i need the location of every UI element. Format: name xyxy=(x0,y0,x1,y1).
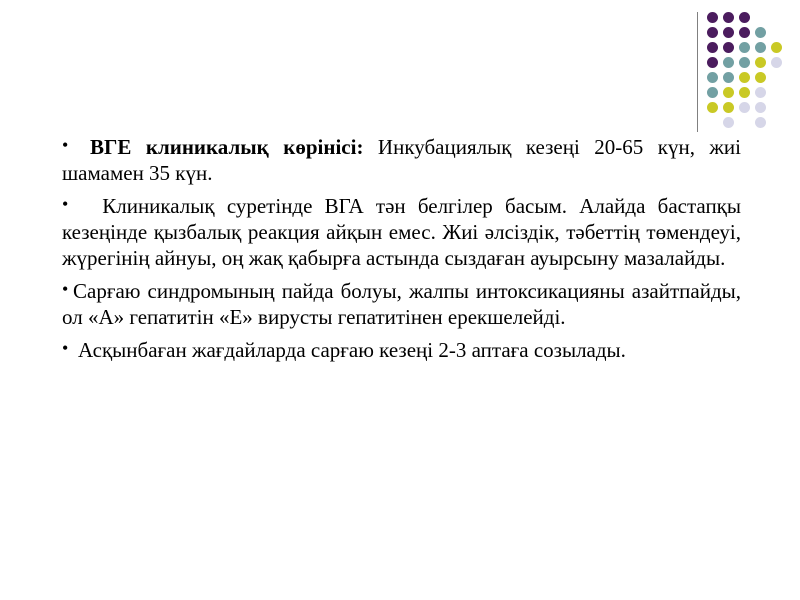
paragraph-heading: ВГЕ клиникалық көрінісі: xyxy=(90,135,364,159)
decorative-dot xyxy=(755,27,766,38)
decorative-dot xyxy=(739,42,750,53)
decorative-dot xyxy=(707,42,718,53)
decorative-dot xyxy=(723,72,734,83)
decorative-dot xyxy=(723,57,734,68)
bullet-paragraph xyxy=(62,193,741,271)
decorative-dot xyxy=(739,72,750,83)
decorative-dot xyxy=(755,57,766,68)
decorative-dot xyxy=(755,102,766,113)
decorative-dot xyxy=(739,102,750,113)
decorative-dot xyxy=(723,87,734,98)
decorative-dot xyxy=(707,27,718,38)
decorative-dot xyxy=(707,102,718,113)
decorative-dot xyxy=(771,57,782,68)
decorative-dot xyxy=(723,102,734,113)
decorative-dot xyxy=(723,27,734,38)
decorative-vertical-line xyxy=(697,12,698,132)
bullet-icon: • xyxy=(62,135,69,155)
decorative-dot xyxy=(771,42,782,53)
bullet-paragraph xyxy=(62,278,741,330)
decorative-dot xyxy=(739,57,750,68)
decorative-dot xyxy=(755,42,766,53)
decorative-dot xyxy=(755,117,766,128)
bullet-paragraph xyxy=(62,337,741,363)
bullet-paragraph xyxy=(62,134,741,186)
decorative-dot xyxy=(707,72,718,83)
decorative-dot xyxy=(723,117,734,128)
bullet-icon: • xyxy=(62,279,69,299)
bullet-icon: • xyxy=(62,194,69,214)
paragraph-text: Сарғаю синдромының пайда болуы, жалпы интоксикацияны азайтпайды, ол «А» гепатитін «Е» вирусты гепатитінен ерекшелейді. xyxy=(62,279,741,329)
bullet-icon: • xyxy=(62,338,69,358)
decorative-dot xyxy=(707,87,718,98)
slide-body xyxy=(62,134,741,370)
decorative-dot xyxy=(755,87,766,98)
paragraph-text: Инкубациялық кезеңі 20-65 күн, жиі шамамен 35 күн. xyxy=(62,135,741,185)
decorative-dot xyxy=(723,12,734,23)
decorative-dot xyxy=(707,57,718,68)
decorative-dot xyxy=(739,87,750,98)
paragraph-text: Клиникалық суретінде ВГА тән белгілер басым. Алайда бастапқы кезеңінде қызбалық реакция айқын емес. Жиі әлсіздік, тәбеттің төмендеуі, жүрегінің айнуы, оң жақ қабырға астында сыздаған ауырсыну мазалайды. xyxy=(62,194,741,270)
decorative-dot xyxy=(755,72,766,83)
paragraph-text: Асқынбаған жағдайларда сарғаю кезеңі 2-3 аптаға созылады. xyxy=(78,338,626,362)
decorative-dot xyxy=(739,27,750,38)
decorative-dot xyxy=(723,42,734,53)
decorative-dot-grid xyxy=(707,12,797,132)
decorative-dot xyxy=(707,12,718,23)
decorative-dot xyxy=(739,12,750,23)
